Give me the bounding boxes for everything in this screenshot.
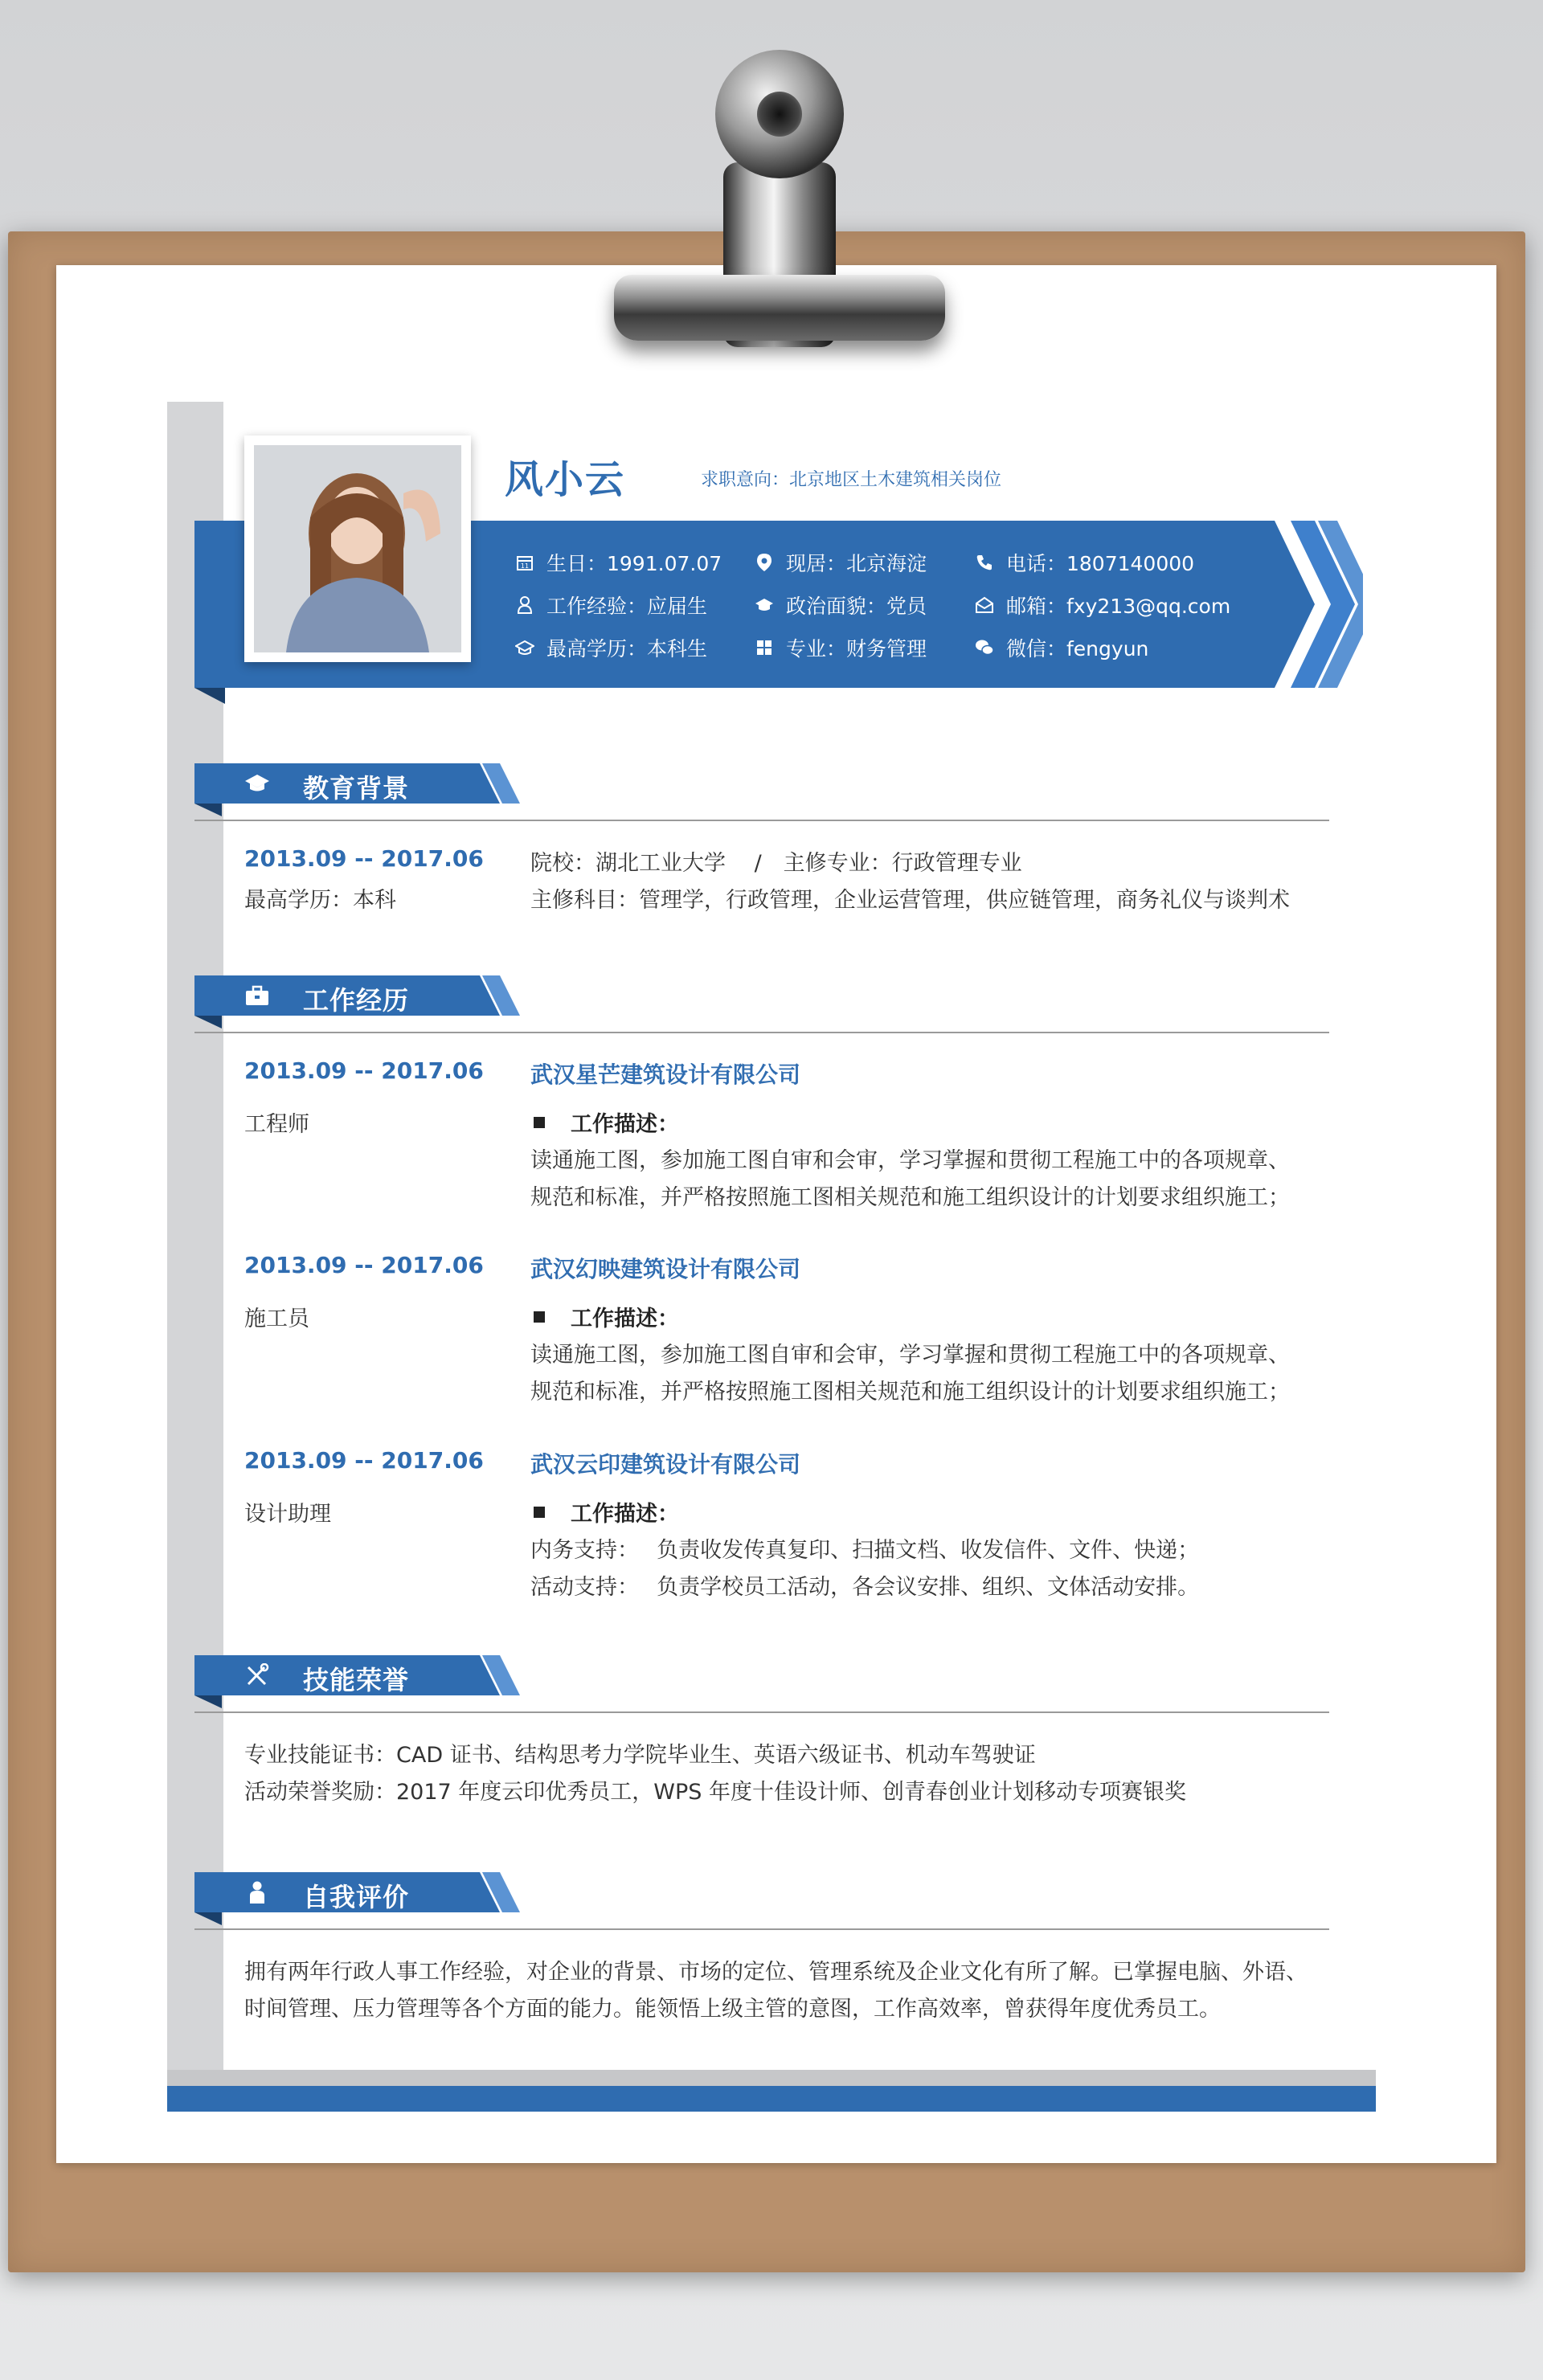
info-phone: [974, 548, 1194, 577]
profile-photo: [244, 436, 471, 662]
job-company: 武汉幻映建筑设计有限公司: [530, 1256, 801, 1282]
job-company: 武汉星芒建筑设计有限公司: [530, 1061, 801, 1088]
tools-icon: [244, 1663, 270, 1687]
education-title-text: 教育背景: [303, 773, 410, 804]
candidate-name: 风小云: [505, 457, 626, 502]
work-title-text: 工作经历: [303, 985, 410, 1016]
mail-icon: [974, 595, 995, 615]
job-desc-label-text: 工作描述：: [571, 1112, 679, 1137]
job-desc-line: 规范和标准，并严格按照施工图相关规范和施工组织设计的计划要求组织施工；: [530, 1380, 1290, 1405]
footer-gray-bar: [167, 2070, 1376, 2086]
chat-icon: [974, 637, 995, 658]
job-company: 武汉云印建筑设计有限公司: [530, 1451, 801, 1478]
info-major: [754, 633, 927, 662]
info-wechat-text: 微信：fengyun: [1006, 637, 1149, 660]
header-chevron-stripes: [1275, 521, 1363, 688]
education-school: 院校：湖北工业大学 / 主修专业：行政管理专业: [530, 851, 1022, 876]
job-desc-line: 内务支持： 负责收发传真复印、扫描文档、收发信件、文件、快递；: [530, 1538, 1200, 1563]
job-date: 2013.09 -- 2017.06: [244, 1057, 484, 1084]
section-title-skills: [194, 1655, 520, 1695]
job-date: 2013.09 -- 2017.06: [244, 1252, 484, 1278]
user-badge-icon: [514, 595, 535, 615]
job-role: 工程师: [244, 1112, 309, 1137]
briefcase-icon: [244, 983, 270, 1008]
education-degree: 最高学历：本科: [244, 888, 396, 913]
phone-icon: [974, 552, 995, 573]
job-desc-label: [534, 1106, 679, 1138]
job-intent: 求职意向：北京地区土木建筑相关岗位: [701, 470, 1002, 490]
section-title-work: [194, 975, 520, 1016]
info-location-text: 现居：北京海淀: [786, 552, 927, 575]
info-experience-text: 工作经验：应届生: [546, 595, 708, 618]
graduation-cap-icon: [754, 595, 775, 615]
job-desc-line: 活动支持： 负责学校员工活动，各会议安排、组织、文体活动安排。: [530, 1575, 1200, 1600]
info-politics: [754, 591, 927, 620]
graduation-cap-icon: [244, 771, 270, 795]
binder-clip: [579, 50, 948, 355]
job-role: 设计助理: [244, 1502, 331, 1527]
info-phone-text: 电话：1807140000: [1006, 552, 1195, 575]
calendar-icon: [514, 552, 535, 573]
section-divider: [194, 820, 1329, 821]
info-politics-text: 政治面貌：党员: [786, 595, 927, 618]
section-divider: [194, 1032, 1329, 1033]
skills-line: 专业技能证书：CAD 证书、结构思考力学院毕业生、英语六级证书、机动车驾驶证: [244, 1743, 1036, 1768]
job-desc-line: 读通施工图，参加施工图自审和会审，学习掌握和贯彻工程施工中的各项规章、: [530, 1343, 1290, 1368]
photo-portrait: [254, 445, 461, 652]
info-birth-text: 生日：1991.07.07: [546, 552, 722, 575]
job-desc-line: 规范和标准，并严格按照施工图相关规范和施工组织设计的计划要求组织施工；: [530, 1185, 1290, 1210]
job-date: 2013.09 -- 2017.06: [244, 1447, 484, 1474]
self-line: 时间管理、压力管理等各个方面的能力。能领悟上级主管的意图，工作高效率，曾获得年度优秀员工。: [244, 1997, 1221, 2022]
job-desc-label: [534, 1301, 679, 1332]
windows-icon: [754, 637, 775, 658]
section-divider: [194, 1928, 1329, 1930]
info-email-text: 邮箱：fxy213@qq.com: [1006, 595, 1231, 618]
job-desc-label-text: 工作描述：: [571, 1307, 679, 1331]
self-line: 拥有两年行政人事工作经验，对企业的背景、市场的定位、管理系统及企业文化有所了解。已掌握电脑、外语、: [244, 1960, 1308, 1985]
info-email: [974, 591, 1230, 620]
location-pin-icon: [754, 552, 775, 573]
section-divider: [194, 1711, 1329, 1713]
info-degree-text: 最高学历：本科生: [546, 637, 708, 660]
job-desc-line: 读通施工图，参加施工图自审和会审，学习掌握和贯彻工程施工中的各项规章、: [530, 1148, 1290, 1173]
education-courses: 主修科目：管理学，行政管理，企业运营管理，供应链管理，商务礼仪与谈判术: [530, 888, 1290, 913]
self-title-text: 自我评价: [303, 1882, 410, 1912]
info-wechat: [974, 633, 1148, 662]
job-desc-label: [534, 1496, 679, 1527]
job-role: 施工员: [244, 1307, 309, 1331]
skills-title-text: 技能荣誉: [303, 1665, 410, 1695]
person-icon: [244, 1880, 270, 1904]
info-degree: [514, 633, 707, 662]
info-experience: [514, 591, 707, 620]
job-desc-label-text: 工作描述：: [571, 1502, 679, 1527]
section-title-education: [194, 763, 520, 804]
graduation-cap-icon: [514, 637, 535, 658]
info-major-text: 专业：财务管理: [786, 637, 927, 660]
info-location: [754, 548, 927, 577]
resume: [167, 402, 1376, 2113]
skills-line: 活动荣誉奖励：2017 年度云印优秀员工，WPS 年度十佳设计师、创青春创业计划移动专项赛银奖: [244, 1780, 1186, 1805]
header-fold: [194, 688, 225, 704]
education-date: 2013.09 -- 2017.06: [244, 845, 484, 872]
section-title-self: [194, 1872, 520, 1912]
info-birth: [514, 548, 722, 577]
footer-blue-bar: [167, 2086, 1376, 2112]
svg-text:11: 11: [520, 562, 530, 570]
